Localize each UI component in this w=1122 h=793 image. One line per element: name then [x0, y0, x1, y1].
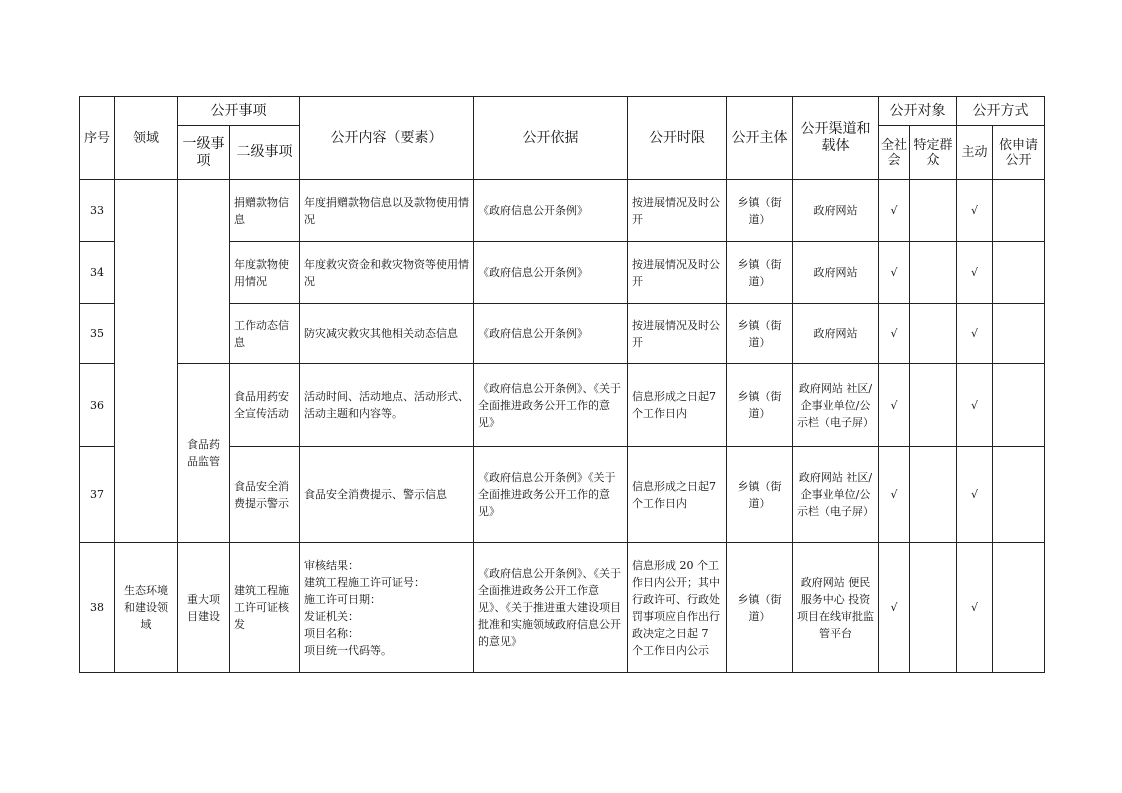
row-basis: 《政府信息公开条例》 — [474, 304, 628, 364]
row-level1-merged — [178, 180, 230, 364]
row-check-all: √ — [879, 180, 910, 242]
header-time-limit: 公开时限 — [628, 97, 727, 180]
row-level2: 食品安全消费提示警示 — [230, 447, 300, 543]
row-level1-food: 食品药品监管 — [178, 364, 230, 543]
row-seq: 33 — [80, 180, 115, 242]
row-subject: 乡镇（街道） — [727, 180, 793, 242]
header-level2: 二级事项 — [230, 126, 300, 180]
row-check-active: √ — [957, 543, 993, 673]
header-mode: 公开方式 — [957, 97, 1045, 126]
header-channel: 公开渠道和载体 — [793, 97, 879, 180]
row-time-limit: 按进展情况及时公开 — [628, 242, 727, 304]
table-row — [80, 543, 1045, 673]
row-basis: 《政府信息公开条例》 — [474, 242, 628, 304]
row-level2: 捐赠款物信息 — [230, 180, 300, 242]
content-line: 项目统一代码等。 — [304, 643, 392, 657]
row-basis: 《政府信息公开条例》、《关于全面推进政务公开工作的意见》 — [474, 364, 628, 447]
row-subject: 乡镇（街道） — [727, 543, 793, 673]
row-check-specific — [910, 180, 957, 242]
row-time-limit: 信息形成之日起7个工作日内 — [628, 364, 727, 447]
row-check-request — [993, 304, 1045, 364]
row-check-active: √ — [957, 242, 993, 304]
row-check-specific — [910, 447, 957, 543]
row-check-request — [993, 242, 1045, 304]
header-mode-active: 主动 — [957, 126, 993, 180]
row-basis: 《政府信息公开条例》 — [474, 180, 628, 242]
table-header — [80, 97, 1045, 180]
row-check-specific — [910, 543, 957, 673]
row-time-limit: 按进展情况及时公开 — [628, 304, 727, 364]
header-content: 公开内容（要素） — [300, 97, 474, 180]
row-check-active: √ — [957, 304, 993, 364]
row-channel: 政府网站 社区/企事业单位/公示栏（电子屏） — [793, 447, 879, 543]
content-line: 施工许可日期： — [304, 592, 381, 606]
row-content — [300, 543, 474, 673]
row-check-specific — [910, 304, 957, 364]
row-content: 年度救灾资金和救灾物资等使用情况 — [300, 242, 474, 304]
row-time-limit: 按进展情况及时公开 — [628, 180, 727, 242]
header-level1: 一级事项 — [178, 126, 230, 180]
content-line: 发证机关： — [304, 609, 359, 623]
table-row — [80, 364, 1045, 447]
header-target: 公开对象 — [879, 97, 957, 126]
row-level2: 建筑工程施工许可证核发 — [230, 543, 300, 673]
row-check-specific — [910, 364, 957, 447]
row-subject: 乡镇（街道） — [727, 242, 793, 304]
row-check-request — [993, 543, 1045, 673]
content-line: 建筑工程施工许可证号： — [304, 575, 425, 589]
row-seq: 36 — [80, 364, 115, 447]
row-check-request — [993, 447, 1045, 543]
content-line: 项目名称： — [304, 626, 359, 640]
row-seq: 38 — [80, 543, 115, 673]
row-content: 活动时间、活动地点、活动形式、活动主题和内容等。 — [300, 364, 474, 447]
header-mode-request: 依申请公开 — [993, 126, 1045, 180]
header-target-specific: 特定群众 — [910, 126, 957, 180]
row-subject: 乡镇（街道） — [727, 447, 793, 543]
row-level2: 食品用药安全宣传活动 — [230, 364, 300, 447]
row-check-active: √ — [957, 180, 993, 242]
row-level2: 年度款物使用情况 — [230, 242, 300, 304]
disclosure-table — [79, 96, 1045, 673]
row-time-limit: 信息形成 20 个工作日内公开；其中行政许可、行政处罚事项应自作出行政决定之日起 7 个工作日内公示 — [628, 543, 727, 673]
row-content: 防灾减灾救灾其他相关动态信息 — [300, 304, 474, 364]
header-matters: 公开事项 — [178, 97, 300, 126]
row-check-all: √ — [879, 364, 910, 447]
row-subject: 乡镇（街道） — [727, 364, 793, 447]
row-seq: 35 — [80, 304, 115, 364]
row-channel: 政府网站 便民服务中心 投资项目在线审批监管平台 — [793, 543, 879, 673]
row-check-all: √ — [879, 242, 910, 304]
row-check-all: √ — [879, 447, 910, 543]
row-seq: 34 — [80, 242, 115, 304]
header-basis: 公开依据 — [474, 97, 628, 180]
table-body — [80, 180, 1045, 673]
header-domain: 领域 — [115, 97, 178, 180]
header-subject: 公开主体 — [727, 97, 793, 180]
header-seq: 序号 — [80, 97, 115, 180]
row-check-active: √ — [957, 447, 993, 543]
row-content: 食品安全消费提示、警示信息 — [300, 447, 474, 543]
row-level1: 重大项目建设 — [178, 543, 230, 673]
row-subject: 乡镇（街道） — [727, 304, 793, 364]
row-check-request — [993, 364, 1045, 447]
row-domain: 生态环境和建设领域 — [115, 543, 178, 673]
header-target-all: 全社会 — [879, 126, 910, 180]
row-domain-merged — [115, 180, 178, 543]
row-content: 年度捐赠款物信息以及款物使用情况 — [300, 180, 474, 242]
table-row — [80, 180, 1045, 242]
row-check-active: √ — [957, 364, 993, 447]
row-check-request — [993, 180, 1045, 242]
row-check-specific — [910, 242, 957, 304]
row-channel: 政府网站 — [793, 180, 879, 242]
row-channel: 政府网站 — [793, 242, 879, 304]
content-line: 审核结果： — [304, 558, 359, 572]
row-check-all: √ — [879, 543, 910, 673]
row-time-limit: 信息形成之日起7个工作日内 — [628, 447, 727, 543]
row-check-all: √ — [879, 304, 910, 364]
row-basis: 《政府信息公开条例》《关于全面推进政务公开工作的意见》 — [474, 447, 628, 543]
row-channel: 政府网站 — [793, 304, 879, 364]
row-seq: 37 — [80, 447, 115, 543]
row-basis: 《政府信息公开条例》、《关于全面推进政务公开工作意见》、《关于推进重大建设项目批准和实施领域政府信息公开的意见》 — [474, 543, 628, 673]
row-level2: 工作动态信息 — [230, 304, 300, 364]
row-channel: 政府网站 社区/企事业单位/公示栏（电子屏） — [793, 364, 879, 447]
